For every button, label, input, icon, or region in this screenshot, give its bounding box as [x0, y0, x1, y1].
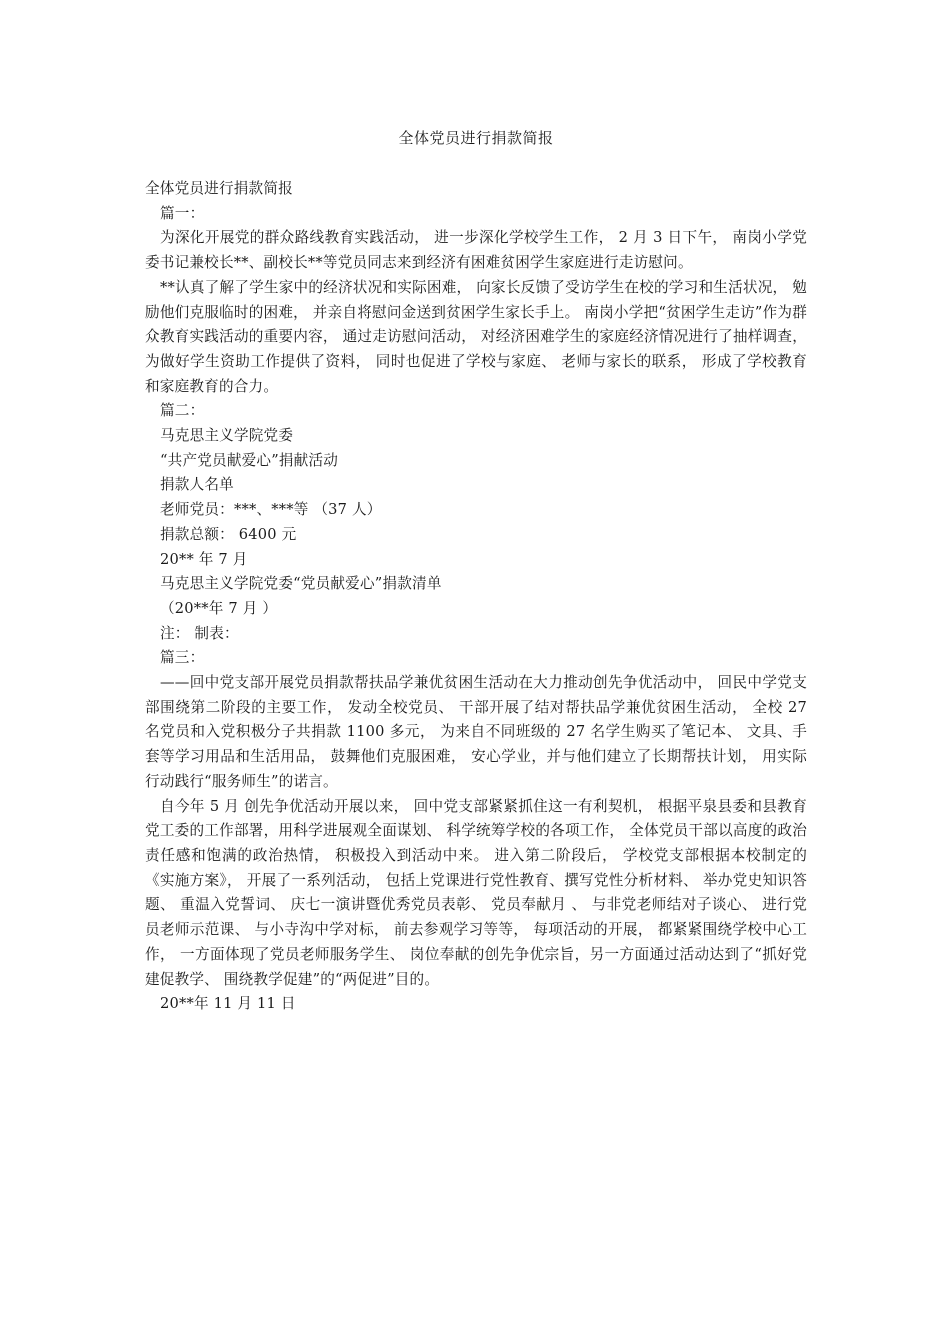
- text-line: 注： 制表：: [160, 624, 239, 642]
- body-heading: 全体党员进行捐款简报: [145, 180, 293, 197]
- text-line: （20**年 7 月 ）: [160, 599, 278, 617]
- text-line: 20** 年 7 月: [160, 550, 248, 568]
- text-line: 捐款总额： 6400 元: [160, 525, 297, 543]
- paragraph: ——回中党支部开展党员捐款帮扶品学兼优贫困生活动在大力推动创先争优活动中， 回民中学党支部围绕第二阶段的主要工作， 发动全校党员、 干部开展了结对帮扶品学兼优贫困生活动， 全校 27 名党员和入党积极分子共捐款 1100 多元， 为来自不同班级的 27 名学生购买了笔记本、 文具、手套等学习用品和生活用品， 鼓舞他们克服困难， 安心学业，并与他们建立了长期帮扶计划， 用实际行动践行“服务师生”的诺言。: [145, 674, 807, 790]
- paragraph: 为深化开展党的群众路线教育实践活动， 进一步深化学校学生工作， 2 月 3 日下午， 南岗小学党委书记兼校长**、副校长**等党员同志来到经济有困难贫困学生家庭进行走访慰问。: [145, 229, 807, 272]
- text-line: “共产党员献爱心”捐献活动: [160, 451, 339, 469]
- paragraph: 自今年 5 月 创先争优活动开展以来， 回中党支部紧紧抓住这一有利契机， 根据平泉县委和县教育党工委的工作部署，用科学进展观全面谋划、 科学统筹学校的各项工作， 全体党员干部以高度的政治责任感和饱满的政治热情， 积极投入到活动中来。 进入第二阶段后， 学校党支部根据本校制定的《实施方案》， 开展了一系列活动， 包括上党课进行党性教育、撰写党性分析材料、 举办党史知识答题、 重温入党誓词、 庆七一演讲暨优秀党员表彰、 党员奉献月 、 与非党老师结对子谈心、 进行党员老师示范课、 与小寺沟中学对标， 前去参观学习等等， 每项活动的开展， 都紧紧围绕学校中心工作， 一方面体现了党员老师服务学生、 岗位奉献的创先争优宗旨，另一方面通过活动达到了“抓好党建促教学、 围绕教学促建”的“两促进”目的。: [145, 797, 807, 988]
- text-line: 捐款人名单: [160, 476, 234, 494]
- text-line: 老师党员：***、***等 （37 人）: [160, 501, 382, 519]
- section-label-1: 篇一：: [160, 204, 205, 222]
- date-line: 20**年 11 月 11 日: [160, 995, 296, 1013]
- section-label-2: 篇二：: [160, 402, 205, 420]
- paragraph: **认真了解了学生家中的经济状况和实际困难， 向家长反馈了受访学生在校的学习和生活状况， 勉励他们克服临时的困难， 并亲自将慰问金送到贫困学生家长手上。 南岗小学把“贫困学生走访”作为群众教育实践活动的重要内容， 通过走访慰问活动， 对经济困难学生的家庭经济情况进行了抽样调查， 为做好学生资助工作提供了资料， 同时也促进了学校与家庭、 老师与家长的联系， 形成了学校教育和家庭教育的合力。: [145, 278, 807, 395]
- section-label-3: 篇三：: [160, 649, 205, 667]
- text-line: 马克思主义学院党委: [160, 427, 294, 445]
- text-line: 马克思主义学院党委“党员献爱心”捐款清单: [160, 575, 442, 593]
- document-body: [145, 177, 807, 1017]
- document-title: 全体党员进行捐款简报: [398, 129, 554, 147]
